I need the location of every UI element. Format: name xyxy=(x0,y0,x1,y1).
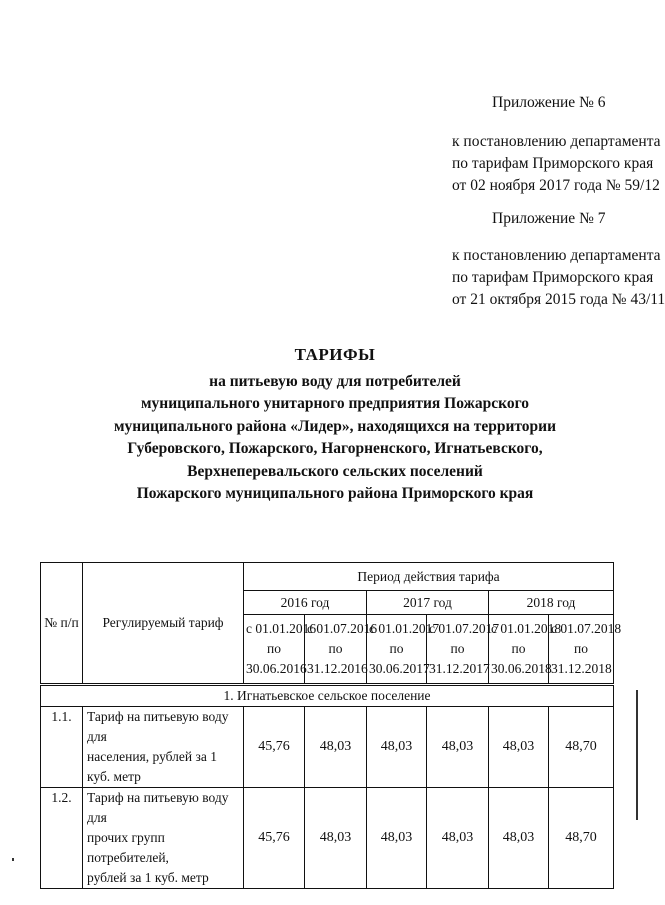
row-number: 1.2. xyxy=(41,788,83,889)
year-header-2016: 2016 год xyxy=(244,591,367,615)
section-row-ignatyevskoye: 1. Игнатьевское сельское поселение xyxy=(41,685,614,707)
heading-line: Пожарского муниципального района Приморского края xyxy=(136,485,534,502)
appendix-7-line: по тарифам Приморского края xyxy=(452,269,654,286)
appendix-7-line: к постановлению департамента xyxy=(452,247,661,264)
tariff-value: 48,03 xyxy=(367,788,427,889)
year-header-2018: 2018 год xyxy=(489,591,614,615)
tariff-description-line: рублей за 1 куб. метр xyxy=(87,870,209,885)
period-to: 31.12.2016 xyxy=(307,661,368,676)
period-column-header xyxy=(489,615,562,685)
appendix-6-title: Приложение № 6 xyxy=(492,94,606,111)
table-row xyxy=(41,707,614,788)
period-to: 31.12.2017 xyxy=(429,661,490,676)
period-header: Период действия тарифа xyxy=(244,563,614,591)
row-number: 1.1. xyxy=(41,707,83,788)
appendix-7-block xyxy=(452,208,665,311)
period-by: по xyxy=(511,641,526,656)
period-to: 30.06.2018 xyxy=(491,661,552,676)
tariff-value: 45,76 xyxy=(244,707,305,788)
period-from: с 01.07.2016 xyxy=(307,621,378,636)
tariff-value: 45,76 xyxy=(244,788,305,889)
tariff-value: 48,03 xyxy=(305,707,367,788)
tariff-value: 48,70 xyxy=(549,707,614,788)
appendix-6-line: к постановлению департамента xyxy=(452,133,661,150)
tariff-value: 48,03 xyxy=(305,788,367,889)
heading-line: муниципального района «Лидер», находящихся на территории xyxy=(113,417,557,435)
heading-line: муниципального унитарного предприятия Пожарского xyxy=(141,395,529,412)
period-by: по xyxy=(328,641,343,656)
heading-line: на питьевую воду для потребителей xyxy=(209,372,461,390)
period-by: по xyxy=(267,641,281,656)
appendix-6-line: от 02 ноября 2017 года № 59/12 xyxy=(452,177,660,194)
document-title: ТАРИФЫ xyxy=(294,345,376,364)
document-heading xyxy=(100,344,570,506)
appendix-7-title: Приложение № 7 xyxy=(492,210,606,227)
period-to: 31.12.2018 xyxy=(551,661,612,676)
period-by: по xyxy=(450,641,465,656)
period-column-header xyxy=(305,615,378,685)
tariff-value: 48,03 xyxy=(489,788,549,889)
appendix-6-block xyxy=(452,92,661,197)
tariff-value: 48,03 xyxy=(367,707,427,788)
tariff-description-line: населения, рублей за 1 куб. метр xyxy=(87,749,217,784)
period-from: с 01.01.2018 xyxy=(491,621,562,636)
tariff-description-line: Тариф на питьевую воду для xyxy=(87,790,229,825)
tariff-description-line: Тариф на питьевую воду для xyxy=(87,709,229,744)
scan-edge-mark xyxy=(636,690,638,820)
row-tariff-description xyxy=(83,707,244,788)
period-column-header xyxy=(244,615,317,685)
period-column-header xyxy=(427,615,500,685)
tariff-value: 48,03 xyxy=(427,788,489,889)
tariff-value: 48,03 xyxy=(427,707,489,788)
table-row xyxy=(41,788,614,889)
period-from: с 01.07.2018 xyxy=(551,621,622,636)
row-tariff-description xyxy=(83,788,244,889)
heading-line: Верхнеперевальского сельских поселений xyxy=(187,462,483,480)
scan-speck xyxy=(12,858,14,861)
period-to: 30.06.2016 xyxy=(246,661,307,676)
period-column-header xyxy=(549,615,622,685)
period-from: с 01.01.2016 xyxy=(246,621,317,636)
period-by: по xyxy=(574,641,589,656)
tariffs-table xyxy=(40,562,622,889)
period-column-header xyxy=(367,615,440,685)
period-from: с 01.01.2017 xyxy=(369,621,440,636)
appendix-7-line: от 21 октября 2015 года № 43/11 xyxy=(452,291,665,308)
period-to: 30.06.2017 xyxy=(369,661,430,676)
column-header-number: № п/п xyxy=(41,563,83,685)
tariff-value: 48,03 xyxy=(489,707,549,788)
period-by: по xyxy=(389,641,404,656)
tariff-description-line: прочих групп потребителей, xyxy=(87,830,169,865)
appendix-6-line: по тарифам Приморского края xyxy=(452,155,654,172)
heading-line: Губеровского, Пожарского, Нагорненского, Игнатьевского, xyxy=(127,440,543,457)
year-header-2017: 2017 год xyxy=(367,591,489,615)
column-header-tariff: Регулируемый тариф xyxy=(83,563,244,685)
tariff-value: 48,70 xyxy=(549,788,614,889)
period-from: с 01.07.2017 xyxy=(429,621,500,636)
